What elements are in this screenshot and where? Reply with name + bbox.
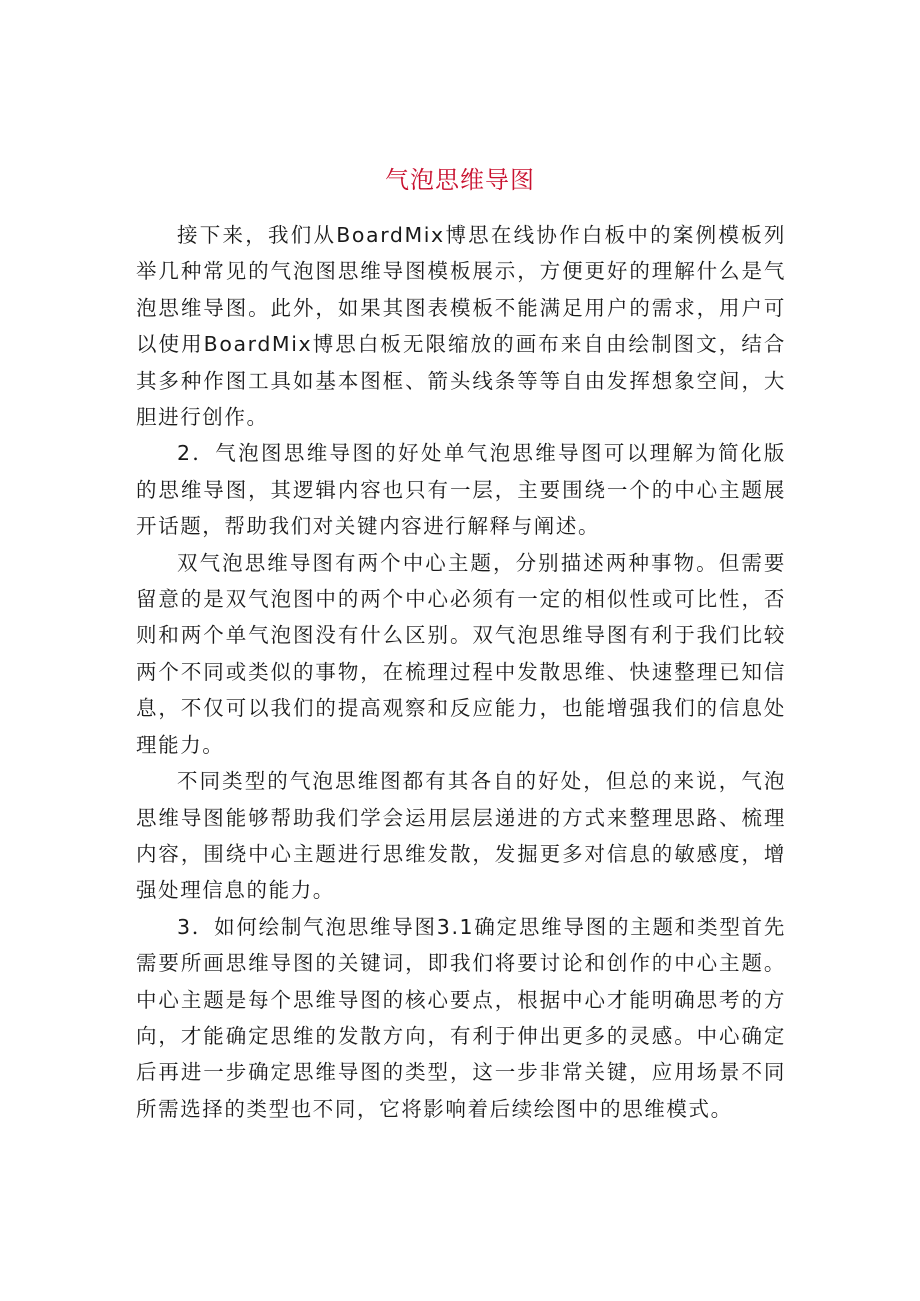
document-title: 气泡思维导图 (385, 166, 535, 194)
paragraph-intro: 接下来，我们从BoardMix博思在线协作白板中的案例模板列举几种常见的气泡图思维导图模板展示，方便更好的理解什么是气泡思维导图。此外，如果其图表模板不能满足用户的需求，用户可以使用BoardMix博思白板无限缩放的画布来自由绘制图文，结合其多种作图工具如基本图框、箭头线条等等自由发挥想象空间，大胆进行创作。 (136, 223, 786, 430)
document-body (136, 217, 786, 1127)
paragraph-benefits-double: 双气泡思维导图有两个中心主题，分别描述两种事物。但需要留意的是双气泡图中的两个中心必须有一定的相似性或可比性，否则和两个单气泡图没有什么区别。双气泡思维导图有利于我们比较两个不同或类似的事物，在梳理过程中发散思维、快速整理已知信息，不仅可以我们的提高观察和反应能力，也能增强我们的信息处理能力。 (136, 550, 786, 757)
paragraph-benefits-single: 2．气泡图思维导图的好处单气泡思维导图可以理解为简化版的思维导图，其逻辑内容也只有一层，主要围绕一个的中心主题展开话题，帮助我们对关键内容进行解释与阐述。 (136, 441, 786, 539)
paragraph-benefits-summary: 不同类型的气泡思维图都有其各自的好处，但总的来说，气泡思维导图能够帮助我们学会运用层层递进的方式来整理思路、梳理内容，围绕中心主题进行思维发散，发掘更多对信息的敏感度，增强处理信息的能力。 (136, 769, 786, 903)
paragraph-how-to-draw: 3．如何绘制气泡思维导图3.1确定思维导图的主题和类型首先需要所画思维导图的关键词，即我们将要讨论和创作的中心主题。中心主题是每个思维导图的核心要点，根据中心才能明确思考的方向，才能确定思维的发散方向，有利于伸出更多的灵感。中心确定后再进一步确定思维导图的类型，这一步非常关键，应用场景不同所需选择的类型也不同，它将影响着后续绘图中的思维模式。 (136, 914, 786, 1121)
